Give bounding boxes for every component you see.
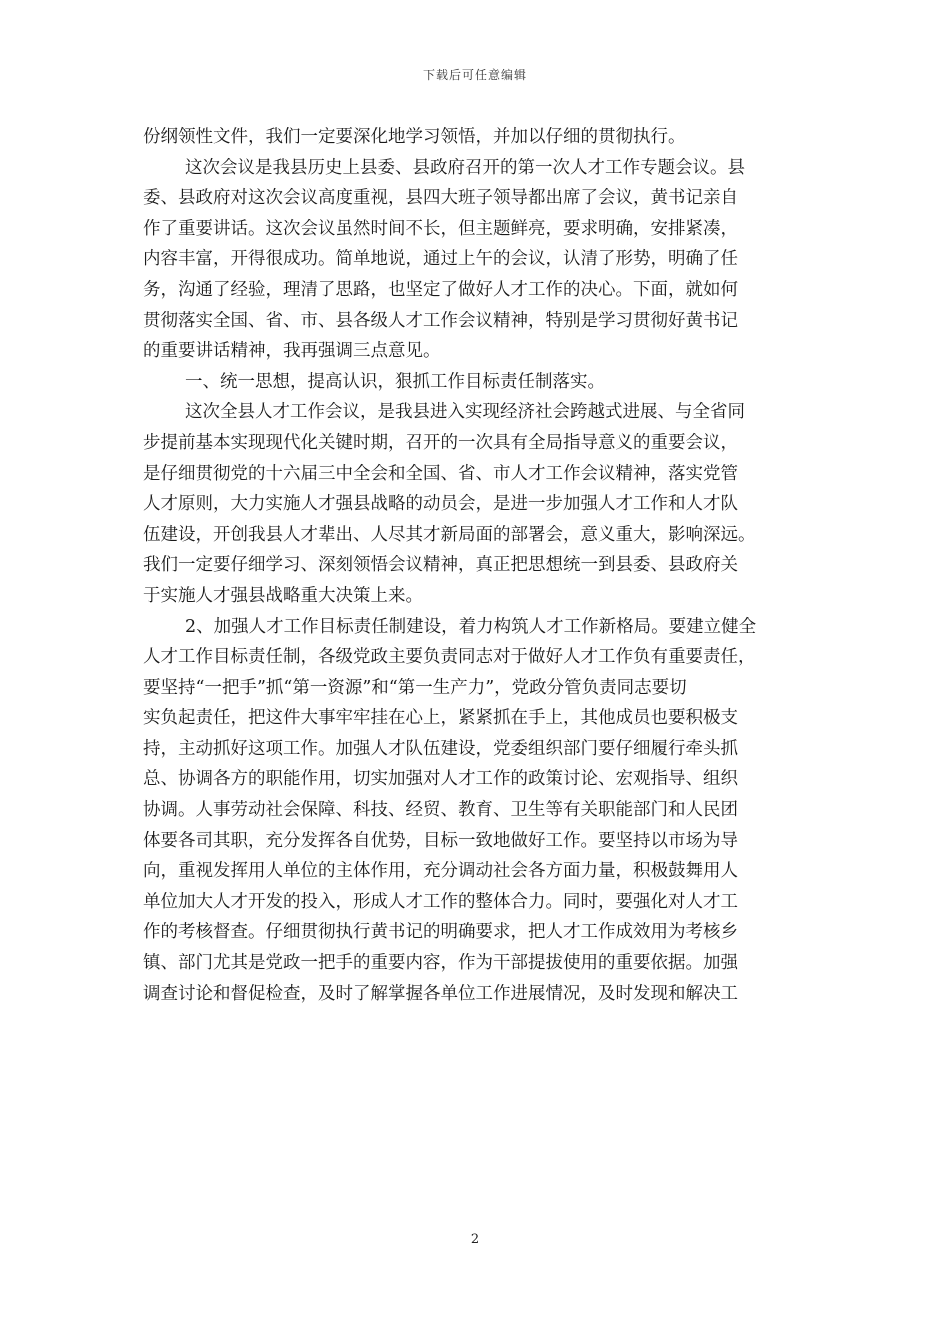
text-line: 镇、部门尤其是党政一把手的重要内容，作为干部提拔使用的重要依据。加强 <box>143 953 738 974</box>
text-line: 调查讨论和督促检查，及时了解掌握各单位工作进展情况，及时发现和解决工 <box>143 983 738 1004</box>
text-line: 内容丰富，开得很成功。简单地说，通过上午的会议，认清了形势，明确了任 <box>143 249 738 270</box>
page-number: 2 <box>470 1232 480 1247</box>
text-line: 2、加强人才工作目标责任制建设，着力构筑人才工作新格局。要建立健全 <box>185 616 757 637</box>
text-line: 向，重视发挥用人单位的主体作用，充分调动社会各方面力量，积极鼓舞用人 <box>143 861 738 882</box>
text-line: 协调。人事劳动社会保障、科技、经贸、教育、卫生等有关职能部门和人民团 <box>143 800 738 821</box>
text-line: 总、协调各方的职能作用，切实加强对人才工作的政策讨论、宏观指导、组织 <box>143 769 738 790</box>
text-line: 要坚持“一把手”抓“第一资源”和“第一生产力”，党政分管负责同志要切 <box>143 677 687 698</box>
text-line: 这次全县人才工作会议，是我县进入实现经济社会跨越式进展、与全省同 <box>185 402 745 423</box>
text-line: 我们一定要仔细学习、深刻领悟会议精神，真正把思想统一到县委、县政府关 <box>143 555 738 576</box>
text-line: 作的考核督查。仔细贯彻执行黄书记的明确要求，把人才工作成效用为考核乡 <box>143 922 738 943</box>
text-line: 人才工作目标责任制，各级党政主要负责同志对于做好人才工作负有重要责任， <box>143 647 756 668</box>
text-line: 的重要讲话精神，我再强调三点意见。 <box>143 341 441 362</box>
document-body <box>143 122 808 1009</box>
text-line: 实负起责任，把这件大事牢牢挂在心上，紧紧抓在手上，其他成员也要积极支 <box>143 708 738 729</box>
text-line: 步提前基本实现现代化关键时期，召开的一次具有全局指导意义的重要会议， <box>143 432 738 453</box>
text-line: 作了重要讲话。这次会议虽然时间不长，但主题鲜亮，要求明确，安排紧凑， <box>143 218 738 239</box>
text-line: 持，主动抓好这项工作。加强人才队伍建设，党委组织部门要仔细履行牵头抓 <box>143 738 738 759</box>
text-line: 于实施人才强县战略重大决策上来。 <box>143 585 423 606</box>
text-line: 单位加大人才开发的投入，形成人才工作的整体合力。同时，要强化对人才工 <box>143 891 738 912</box>
text-line: 伍建设，开创我县人才辈出、人尽其才新局面的部署会，意义重大，影响深远。 <box>143 524 756 545</box>
text-line: 份纲领性文件，我们一定要深化地学习领悟，并加以仔细的贯彻执行。 <box>143 127 686 147</box>
text-line: 委、县政府对这次会议高度重视，县四大班子领导都出席了会议，黄书记亲自 <box>143 188 738 209</box>
text-line: 人才原则，大力实施人才强县战略的动员会，是进一步加强人才工作和人才队 <box>143 494 738 515</box>
text-line: 体要各司其职，充分发挥各自优势，目标一致地做好工作。要坚持以市场为导 <box>143 830 738 851</box>
text-line: 贯彻落实全国、省、市、县各级人才工作会议精神，特别是学习贯彻好黄书记 <box>143 310 738 331</box>
page-header: 下载后可任意编辑 <box>422 68 527 82</box>
text-line: 务，沟通了经验，理清了思路，也坚定了做好人才工作的决心。下面，就如何 <box>143 279 738 300</box>
text-line: 这次会议是我县历史上县委、县政府召开的第一次人才工作专题会议。县 <box>185 157 745 178</box>
text-line: 一、统一思想，提高认识，狠抓工作目标责任制落实。 <box>185 371 605 392</box>
text-line: 是仔细贯彻党的十六届三中全会和全国、省、市人才工作会议精神，落实党管 <box>143 463 738 484</box>
